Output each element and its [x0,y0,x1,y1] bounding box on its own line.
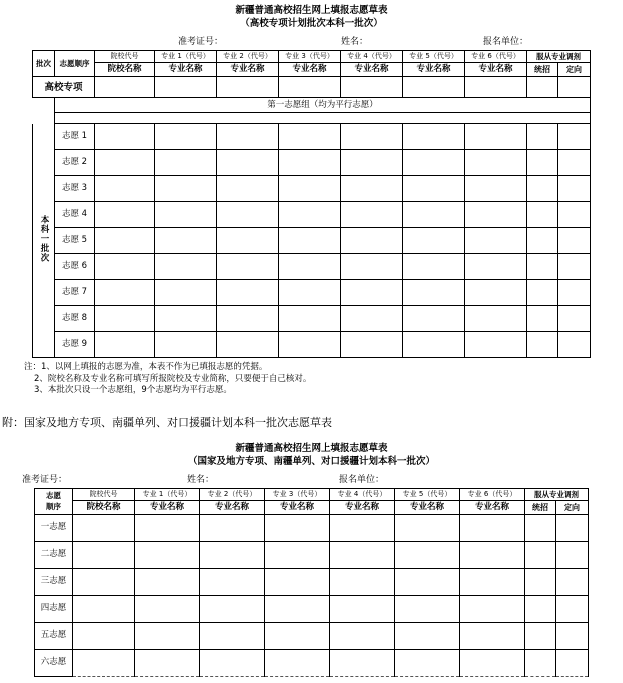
form2-cell-major-5-1[interactable] [135,622,200,649]
form2-cell-major-1-1[interactable] [135,514,200,541]
cell-major-4-6[interactable] [465,202,527,228]
cell-tongzhao-8[interactable] [527,306,558,332]
form2-cell-major-3-5[interactable] [395,568,460,595]
form1-unit-label: 报名单位： [483,37,529,47]
special-cell-tongzhao[interactable] [527,77,558,98]
form2-cell-major-5-5[interactable] [395,622,460,649]
cell-major-2-1[interactable] [155,150,217,176]
form2-cell-major-3-6[interactable] [460,568,525,595]
form2-cell-major-6-5[interactable] [395,649,460,676]
form2-header-major-name-2: 专业名称 [200,500,265,514]
form1-separator-row [33,113,591,124]
cell-major-3-3[interactable] [279,176,341,202]
table-row [33,332,591,358]
cell-major-2-5[interactable] [403,150,465,176]
form1-name-label: 姓名： [341,37,369,47]
cell-major-4-2[interactable] [217,202,279,228]
separator-cell [55,113,591,124]
form2-cell-major-6-1[interactable] [135,649,200,676]
cell-major-8-5[interactable] [403,306,465,332]
note-1: 注：1、以网上填报的志愿为准，本表不作为已填报志愿的凭据。 [24,362,268,372]
form2-cell-tongzhao-3[interactable] [525,568,556,595]
form1-title-line2: （高校专项计划批次本科一批次） [240,18,383,29]
header-major-code-3: 专业 3（代号） [279,51,341,63]
cell-major-3-4[interactable] [341,176,403,202]
special-cell-dingxiang[interactable] [558,77,591,98]
form2-header-school-name: 院校名称 [73,500,135,514]
form2-wish-label-4: 四志愿 [35,595,73,622]
group-row-spacer [33,98,55,113]
form2-cell-major-3-2[interactable] [200,568,265,595]
form2-header-major-name-3: 专业名称 [265,500,330,514]
cell-dingxiang-8[interactable] [558,306,591,332]
cell-school-9[interactable] [95,332,155,358]
form2-cell-school-3[interactable] [73,568,135,595]
table-row [33,150,591,176]
cell-major-5-2[interactable] [217,228,279,254]
cell-tongzhao-4[interactable] [527,202,558,228]
cell-tongzhao-5[interactable] [527,228,558,254]
cell-major-6-2[interactable] [217,254,279,280]
header-major-name-4: 专业名称 [341,63,403,77]
wish-label-3: 志愿 3 [55,176,95,202]
form2-exam-no-label: 准考证号： [22,474,68,485]
form2-header-major-code-5: 专业 5（代号） [395,488,460,500]
wish-label-8: 志愿 8 [55,306,95,332]
header-major-code-4: 专业 4（代号） [341,51,403,63]
form2-cell-major-6-2[interactable] [200,649,265,676]
form2-header-major-code-4: 专业 4（代号） [330,488,395,500]
form2-cell-school-1[interactable] [73,514,135,541]
form1-group-row [33,98,591,113]
form1-title [0,4,623,30]
form2-cell-major-4-5[interactable] [395,595,460,622]
form2-wish-label-6: 六志愿 [35,649,73,676]
form2-cell-major-6-4[interactable] [330,649,395,676]
cell-major-7-4[interactable] [341,280,403,306]
cell-school-2[interactable] [95,150,155,176]
table-row [33,306,591,332]
form2-cell-tongzhao-1[interactable] [525,514,556,541]
form2-cell-school-4[interactable] [73,595,135,622]
cell-tongzhao-2[interactable] [527,150,558,176]
form1-header-name-row [33,63,591,77]
batch-vertical-label-cell: 本科一批次 [33,124,55,358]
form2-meta-row [0,474,623,486]
cell-dingxiang-6[interactable] [558,254,591,280]
cell-major-8-2[interactable] [217,306,279,332]
header-major-name-5: 专业名称 [403,63,465,77]
cell-dingxiang-7[interactable] [558,280,591,306]
header-adjust-tongzhao: 统招 [527,63,558,77]
form2-cell-dingxiang-1[interactable] [556,514,589,541]
header-major-name-2: 专业名称 [217,63,279,77]
header-major-code-6: 专业 6（代号） [465,51,527,63]
form2-cell-tongzhao-2[interactable] [525,541,556,568]
cell-major-9-1[interactable] [155,332,217,358]
special-cell-school[interactable] [95,77,155,98]
cell-major-7-2[interactable] [217,280,279,306]
form-block-primary [0,4,623,677]
special-cell-major-2[interactable] [217,77,279,98]
cell-major-4-1[interactable] [155,202,217,228]
cell-major-3-5[interactable] [403,176,465,202]
table-row [33,176,591,202]
cell-school-8[interactable] [95,306,155,332]
table-row [35,595,589,622]
cell-school-1[interactable] [95,124,155,150]
form2-cell-major-4-6[interactable] [460,595,525,622]
cell-major-6-5[interactable] [403,254,465,280]
form2-wish-label-2: 二志愿 [35,541,73,568]
form2-header-major-name-4: 专业名称 [330,500,395,514]
table-row [33,228,591,254]
form2-cell-tongzhao-5[interactable] [525,622,556,649]
header-major-name-6: 专业名称 [465,63,527,77]
cell-tongzhao-6[interactable] [527,254,558,280]
cell-major-9-5[interactable] [403,332,465,358]
cell-dingxiang-9[interactable] [558,332,591,358]
cell-major-5-5[interactable] [403,228,465,254]
cell-major-5-1[interactable] [155,228,217,254]
cell-major-4-5[interactable] [403,202,465,228]
form2-cell-dingxiang-6[interactable] [556,649,589,676]
form1-table [32,50,591,358]
form2-header-major-name-1: 专业名称 [135,500,200,514]
form2-cell-major-1-4[interactable] [330,514,395,541]
form2-cell-major-1-5[interactable] [395,514,460,541]
form2-cell-dingxiang-3[interactable] [556,568,589,595]
cell-major-5-4[interactable] [341,228,403,254]
form1-meta-row [0,36,623,48]
cell-major-2-6[interactable] [465,150,527,176]
form1-header-code-row [33,51,591,63]
form2-cell-major-2-6[interactable] [460,541,525,568]
cell-major-8-1[interactable] [155,306,217,332]
cell-major-2-3[interactable] [279,150,341,176]
form2-header-wish-order: 志愿 顺序 [35,488,73,514]
form2-cell-school-2[interactable] [73,541,135,568]
cell-major-1-2[interactable] [217,124,279,150]
form2-cell-dingxiang-4[interactable] [556,595,589,622]
wish-label-7: 志愿 7 [55,280,95,306]
cell-major-6-3[interactable] [279,254,341,280]
form2-title-line1: 新疆普通高校招生网上填报志愿草表 [235,442,388,454]
form2-cell-major-5-6[interactable] [460,622,525,649]
cell-major-5-6[interactable] [465,228,527,254]
form2-cell-major-3-1[interactable] [135,568,200,595]
cell-school-7[interactable] [95,280,155,306]
special-cell-major-6[interactable] [465,77,527,98]
cell-major-6-1[interactable] [155,254,217,280]
header-wish-order: 志愿顺序 [55,51,95,77]
form2-cell-major-6-6[interactable] [460,649,525,676]
form2-header-major-code-3: 专业 3（代号） [265,488,330,500]
cell-school-3[interactable] [95,176,155,202]
form2-cell-major-2-3[interactable] [265,541,330,568]
wish-label-9: 志愿 9 [55,332,95,358]
table-row [33,124,591,150]
special-cell-major-3[interactable] [279,77,341,98]
form2-cell-tongzhao-6[interactable] [525,649,556,676]
cell-major-1-5[interactable] [403,124,465,150]
form2-cell-major-5-4[interactable] [330,622,395,649]
form2-title-line2: （国家及地方专项、南疆单列、对口援疆计划本科一批次） [187,455,435,467]
cell-major-9-3[interactable] [279,332,341,358]
cell-major-1-4[interactable] [341,124,403,150]
cell-dingxiang-1[interactable] [558,124,591,150]
form2-name-label: 姓名： [187,474,215,485]
cell-major-8-3[interactable] [279,306,341,332]
cell-major-1-6[interactable] [465,124,527,150]
cell-major-3-2[interactable] [217,176,279,202]
form2-header-major-name-5: 专业名称 [395,500,460,514]
table-row [35,649,589,676]
cell-major-1-3[interactable] [279,124,341,150]
form2-cell-school-6[interactable] [73,649,135,676]
table-row [35,514,589,541]
wish-label-2: 志愿 2 [55,150,95,176]
form2-cell-major-1-2[interactable] [200,514,265,541]
form1-title-line1: 新疆普通高校招生网上填报志愿草表 [235,5,388,16]
form2-header-name-row [35,500,589,514]
cell-major-7-5[interactable] [403,280,465,306]
attachment-heading: 附：国家及地方专项、南疆单列、对口援疆计划本科一批次志愿草表 [2,415,332,429]
cell-dingxiang-2[interactable] [558,150,591,176]
form2-cell-dingxiang-2[interactable] [556,541,589,568]
form2-table [34,488,589,677]
cell-major-9-4[interactable] [341,332,403,358]
header-major-code-1: 专业 1（代号） [155,51,217,63]
table-row [35,622,589,649]
header-major-name-3: 专业名称 [279,63,341,77]
cell-school-5[interactable] [95,228,155,254]
cell-major-7-6[interactable] [465,280,527,306]
cell-major-9-6[interactable] [465,332,527,358]
cell-major-3-1[interactable] [155,176,217,202]
separator-spacer [33,113,55,124]
table-row [33,254,591,280]
form2-header-adjust-dingxiang: 定向 [556,500,589,514]
cell-major-4-4[interactable] [341,202,403,228]
form2-wish-label-3: 三志愿 [35,568,73,595]
form2-cell-dingxiang-5[interactable] [556,622,589,649]
cell-school-6[interactable] [95,254,155,280]
form1-special-row [33,77,591,98]
cell-major-8-6[interactable] [465,306,527,332]
wish-label-4: 志愿 4 [55,202,95,228]
note-2: 2、院校名称及专业名称可填写所报院校及专业简称，只要便于自己核对。 [34,373,312,384]
form2-cell-major-4-4[interactable] [330,595,395,622]
cell-major-6-4[interactable] [341,254,403,280]
form2-header-adjust-tongzhao: 统招 [525,500,556,514]
form1-exam-no-label: 准考证号： [178,37,224,47]
table-row [33,202,591,228]
form2-cell-major-2-5[interactable] [395,541,460,568]
form1-notes [24,362,623,397]
form2-header-major-code-6: 专业 6（代号） [460,488,525,500]
form2-wish-label-1: 一志愿 [35,514,73,541]
form2-cell-major-4-2[interactable] [200,595,265,622]
form2-cell-major-4-3[interactable] [265,595,330,622]
form2-cell-major-5-2[interactable] [200,622,265,649]
header-major-code-2: 专业 2（代号） [217,51,279,63]
cell-major-1-1[interactable] [155,124,217,150]
form2-header-school-code: 院校代号 [73,488,135,500]
cell-major-4-3[interactable] [279,202,341,228]
note-3: 3、本批次只设一个志愿组，9个志愿均为平行志愿。 [34,385,232,395]
form2-cell-major-6-3[interactable] [265,649,330,676]
cell-major-8-4[interactable] [341,306,403,332]
form2-cell-major-2-4[interactable] [330,541,395,568]
wish-label-1: 志愿 1 [55,124,95,150]
special-cell-major-1[interactable] [155,77,217,98]
cell-dingxiang-5[interactable] [558,228,591,254]
form2-cell-major-2-1[interactable] [135,541,200,568]
group-row-label: 第一志愿组（均为平行志愿） [55,98,591,113]
header-adjust-dingxiang: 定向 [558,63,591,77]
form2-header-major-code-2: 专业 2（代号） [200,488,265,500]
special-cell-major-5[interactable] [403,77,465,98]
cell-major-2-4[interactable] [341,150,403,176]
header-major-code-5: 专业 5（代号） [403,51,465,63]
form2-header-major-name-6: 专业名称 [460,500,525,514]
cell-tongzhao-3[interactable] [527,176,558,202]
cell-major-7-1[interactable] [155,280,217,306]
form2-cell-major-5-3[interactable] [265,622,330,649]
cell-major-5-3[interactable] [279,228,341,254]
form2-cell-tongzhao-4[interactable] [525,595,556,622]
table-row [35,568,589,595]
form2-unit-label: 报名单位： [339,474,385,485]
form2-cell-major-1-6[interactable] [460,514,525,541]
wish-label-5: 志愿 5 [55,228,95,254]
form2-cell-major-2-2[interactable] [200,541,265,568]
cell-major-9-2[interactable] [217,332,279,358]
cell-major-2-2[interactable] [217,150,279,176]
header-school-name: 院校名称 [95,63,155,77]
cell-dingxiang-3[interactable] [558,176,591,202]
cell-major-6-6[interactable] [465,254,527,280]
special-row-label: 高校专项 [33,77,95,98]
header-major-name-1: 专业名称 [155,63,217,77]
cell-tongzhao-7[interactable] [527,280,558,306]
form2-header-major-code-1: 专业 1（代号） [135,488,200,500]
form-block-attachment [0,442,623,677]
table-row [33,280,591,306]
header-batch: 批次 [33,51,55,77]
cell-major-3-6[interactable] [465,176,527,202]
wish-label-6: 志愿 6 [55,254,95,280]
cell-tongzhao-9[interactable] [527,332,558,358]
special-cell-major-4[interactable] [341,77,403,98]
cell-tongzhao-1[interactable] [527,124,558,150]
cell-major-7-3[interactable] [279,280,341,306]
header-adjust: 服从专业调剂 [527,51,591,63]
table-row [35,541,589,568]
form2-cell-school-5[interactable] [73,622,135,649]
form2-header-adjust: 服从专业调剂 [525,488,589,500]
header-school-code: 院校代号 [95,51,155,63]
form2-cell-major-4-1[interactable] [135,595,200,622]
cell-school-4[interactable] [95,202,155,228]
form2-title [0,442,623,468]
form2-header-code-row [35,488,589,500]
form2-wish-label-5: 五志愿 [35,622,73,649]
form2-cell-major-3-4[interactable] [330,568,395,595]
form2-cell-major-1-3[interactable] [265,514,330,541]
form2-cell-major-3-3[interactable] [265,568,330,595]
cell-dingxiang-4[interactable] [558,202,591,228]
